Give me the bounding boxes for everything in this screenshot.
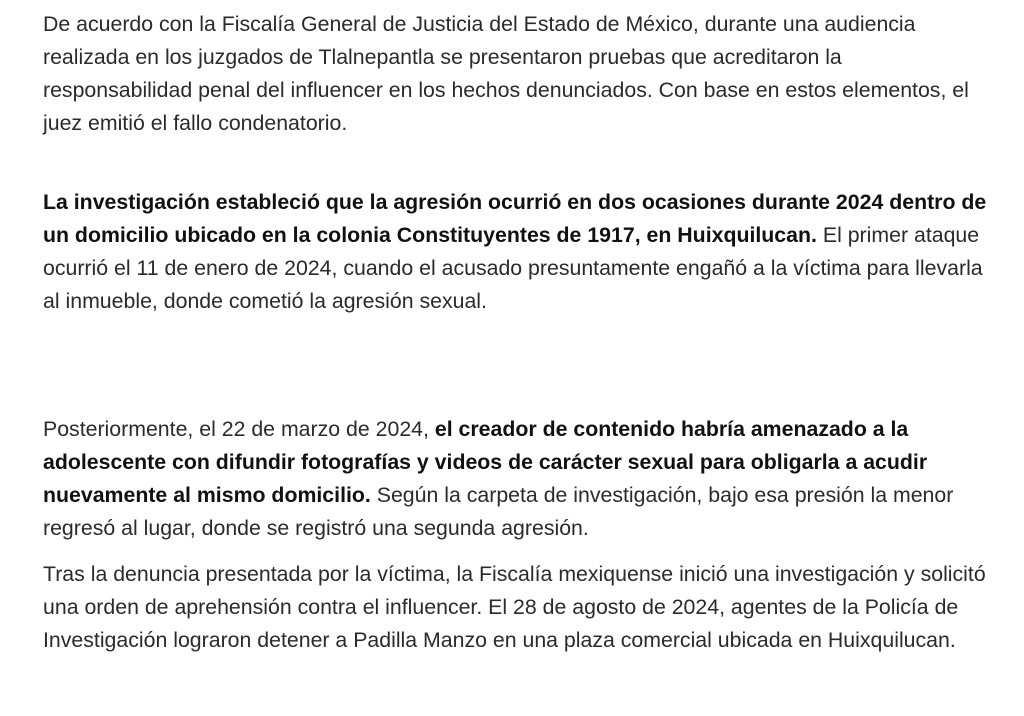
paragraph-detencion [43,558,993,657]
paragraph-lead: Posteriormente, el 22 de marzo de 2024, [43,417,429,441]
paragraph-text: Tras la denuncia presentada por la víctima, la Fiscalía mexiquense inició una investigación y solicitó una orden de aprehensión contra el influencer. El 28 de agosto de 2024, agentes de la Policía de Investigación lograron detener a Padilla Manzo en una plaza comercial ubicada en Huixquilucan. [43,562,986,652]
paragraph-investigacion [43,186,993,318]
highlighted-statement: el creador de contenido habría amenazado a la adolescente con difundir fotografías y videos de carácter sexual para obligarla a acudir nuevamente al mismo domicilio. [43,417,928,507]
article-body [43,8,993,657]
paragraph-text: Según la carpeta de investigación, bajo esa presión la menor regresó al lugar, donde se registró una segunda agresión. [43,483,954,540]
paragraph-fallo [43,8,993,140]
paragraph-text: De acuerdo con la Fiscalía General de Justicia del Estado de México, durante una audiencia realizada en los juzgados de Tlalnepantla se presentaron pruebas que acreditaron la responsabilidad penal del influencer en los hechos denunciados. Con base en estos elementos, el juez emitió el fallo condenatorio. [43,12,969,135]
paragraph-text: El primer ataque ocurrió el 11 de enero de 2024, cuando el acusado presuntamente engañó a la víctima para llevarla al inmueble, donde cometió la agresión sexual. [43,223,983,313]
paragraph-segunda-agresion [43,413,993,545]
highlighted-statement: La investigación estableció que la agresión ocurrió en dos ocasiones durante 2024 dentro de un domicilio ubicado en la colonia Constituyentes de 1917, en Huixquilucan. [43,190,987,247]
